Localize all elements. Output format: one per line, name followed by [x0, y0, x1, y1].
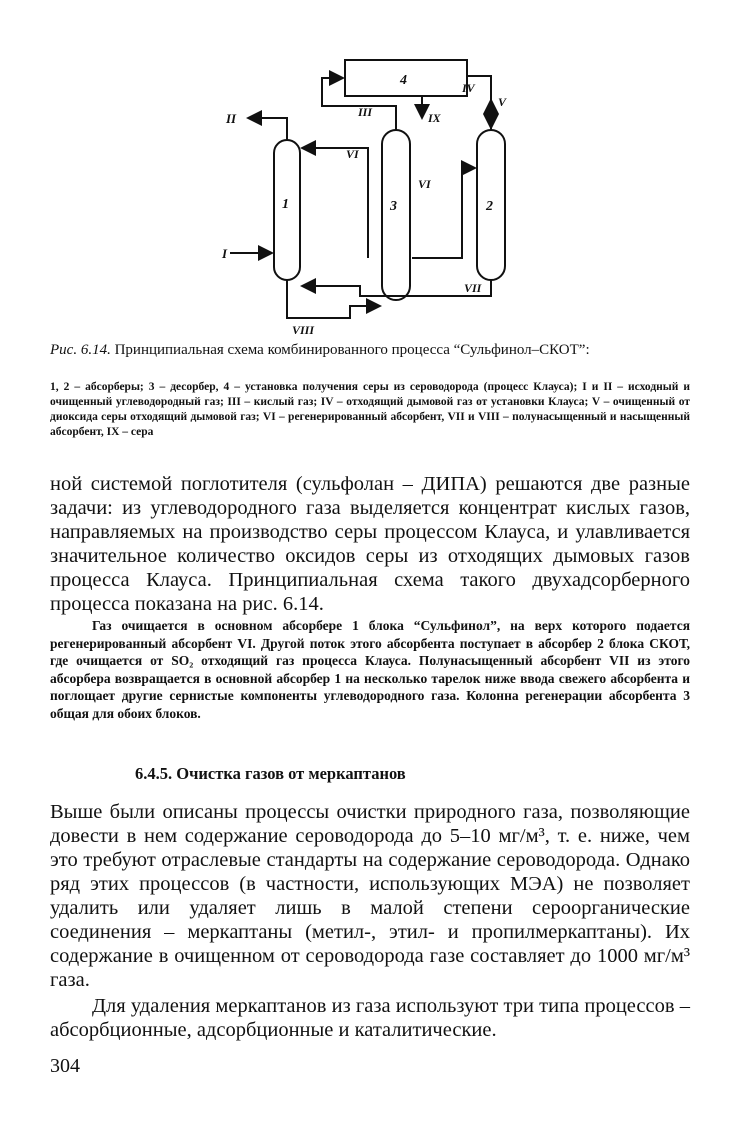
label-unit-3: 3 [390, 199, 397, 214]
desorber-3 [382, 130, 410, 300]
label-unit-1: 1 [282, 197, 289, 212]
label-stream-5: V [498, 95, 507, 109]
paragraph-2: Газ очищается в основном абсорбере 1 блока “Сульфинол”, на верх которого подается регенерированный абсорбент VI. Другой поток этого абсорбента поступает в абсорбер 2 блока СКОТ, где очищается от SO₂ отходящий газ процесса Клауса. Полунасыщенный абсорбент VII из этого абсорбера возвращается в основной абсорбер 1 на несколько тарелок ниже ввода свежего абсорбента и поглощает другие сернистые компоненты углеводородного газа. Колонна регенерации абсорбента 3 общая для обоих блоков. [50, 618, 690, 721]
label-stream-9: IX [428, 111, 441, 125]
label-unit-4: 4 [400, 73, 407, 88]
figure-legend: 1, 2 – абсорберы; 3 – десорбер, 4 – установка получения серы из сероводорода (процесс Клауса); I и II – исходный и очищенный углеводородный газ; III – кислый газ; IV – отходящий дымовой газ от установки Клауса; V – очищенный от диоксида серы отходящий дымовой газ; VI – регенерированный абсорбент, VII и VIII – полунасыщенный и насыщенный абсорбент, IX – сера [50, 381, 690, 438]
paragraph-4: Для удаления меркаптанов из газа используют три типа процессов – абсорбционные, адсорбционные и каталитические. [50, 995, 690, 1041]
label-stream-2: II [226, 111, 237, 126]
section-heading: 6.4.5. Очистка газов от меркаптанов [135, 764, 406, 783]
label-stream-6a: VI [346, 147, 359, 161]
label-stream-3: III [358, 105, 373, 119]
process-flow-diagram [200, 48, 540, 338]
label-stream-7: VII [464, 281, 482, 295]
label-stream-8: VIII [292, 323, 315, 337]
caption-label: Рис. 6.14. [50, 342, 111, 358]
label-unit-2: 2 [486, 199, 493, 214]
page-number: 304 [50, 1055, 80, 1077]
label-stream-6b: VI [418, 177, 431, 191]
label-stream-4: IV [462, 81, 475, 95]
figure-caption [50, 341, 690, 359]
caption-title: Принципиальная схема комбинированного процесса “Сульфинол–СКОТ”: [114, 342, 590, 358]
paragraph-3: Выше были описаны процессы очистки природного газа, позволяющие довести в нем содержание сероводорода до 5–10 мг/м³, т. е. ниже, чем это требуют отраслевые стандарты на содержание сероводорода. Однако ряд этих процессов (в частности, использующих МЭА) не позволяет удалить или удаляет лишь в малой степени сероорганические соединения – меркаптаны (метил-, этил- и пропилмеркаптаны). Их содержание в очищенном от сероводорода газе составляет до 1000 мг/м³ газа. [50, 801, 690, 991]
label-stream-1: I [222, 246, 228, 261]
paragraph-1: ной системой поглотителя (сульфолан – ДИПА) решаются две разные задачи: из углеводородного газа выделяется концентрат кислых газов, направляемых на производство серы процессом Клауса, и улавливается значительное количество оксидов серы из отходящих дымовых газов процесса Клауса. Принципиальная схема такого двухадсорберного процесса показана на рис. 6.14. [50, 473, 690, 615]
